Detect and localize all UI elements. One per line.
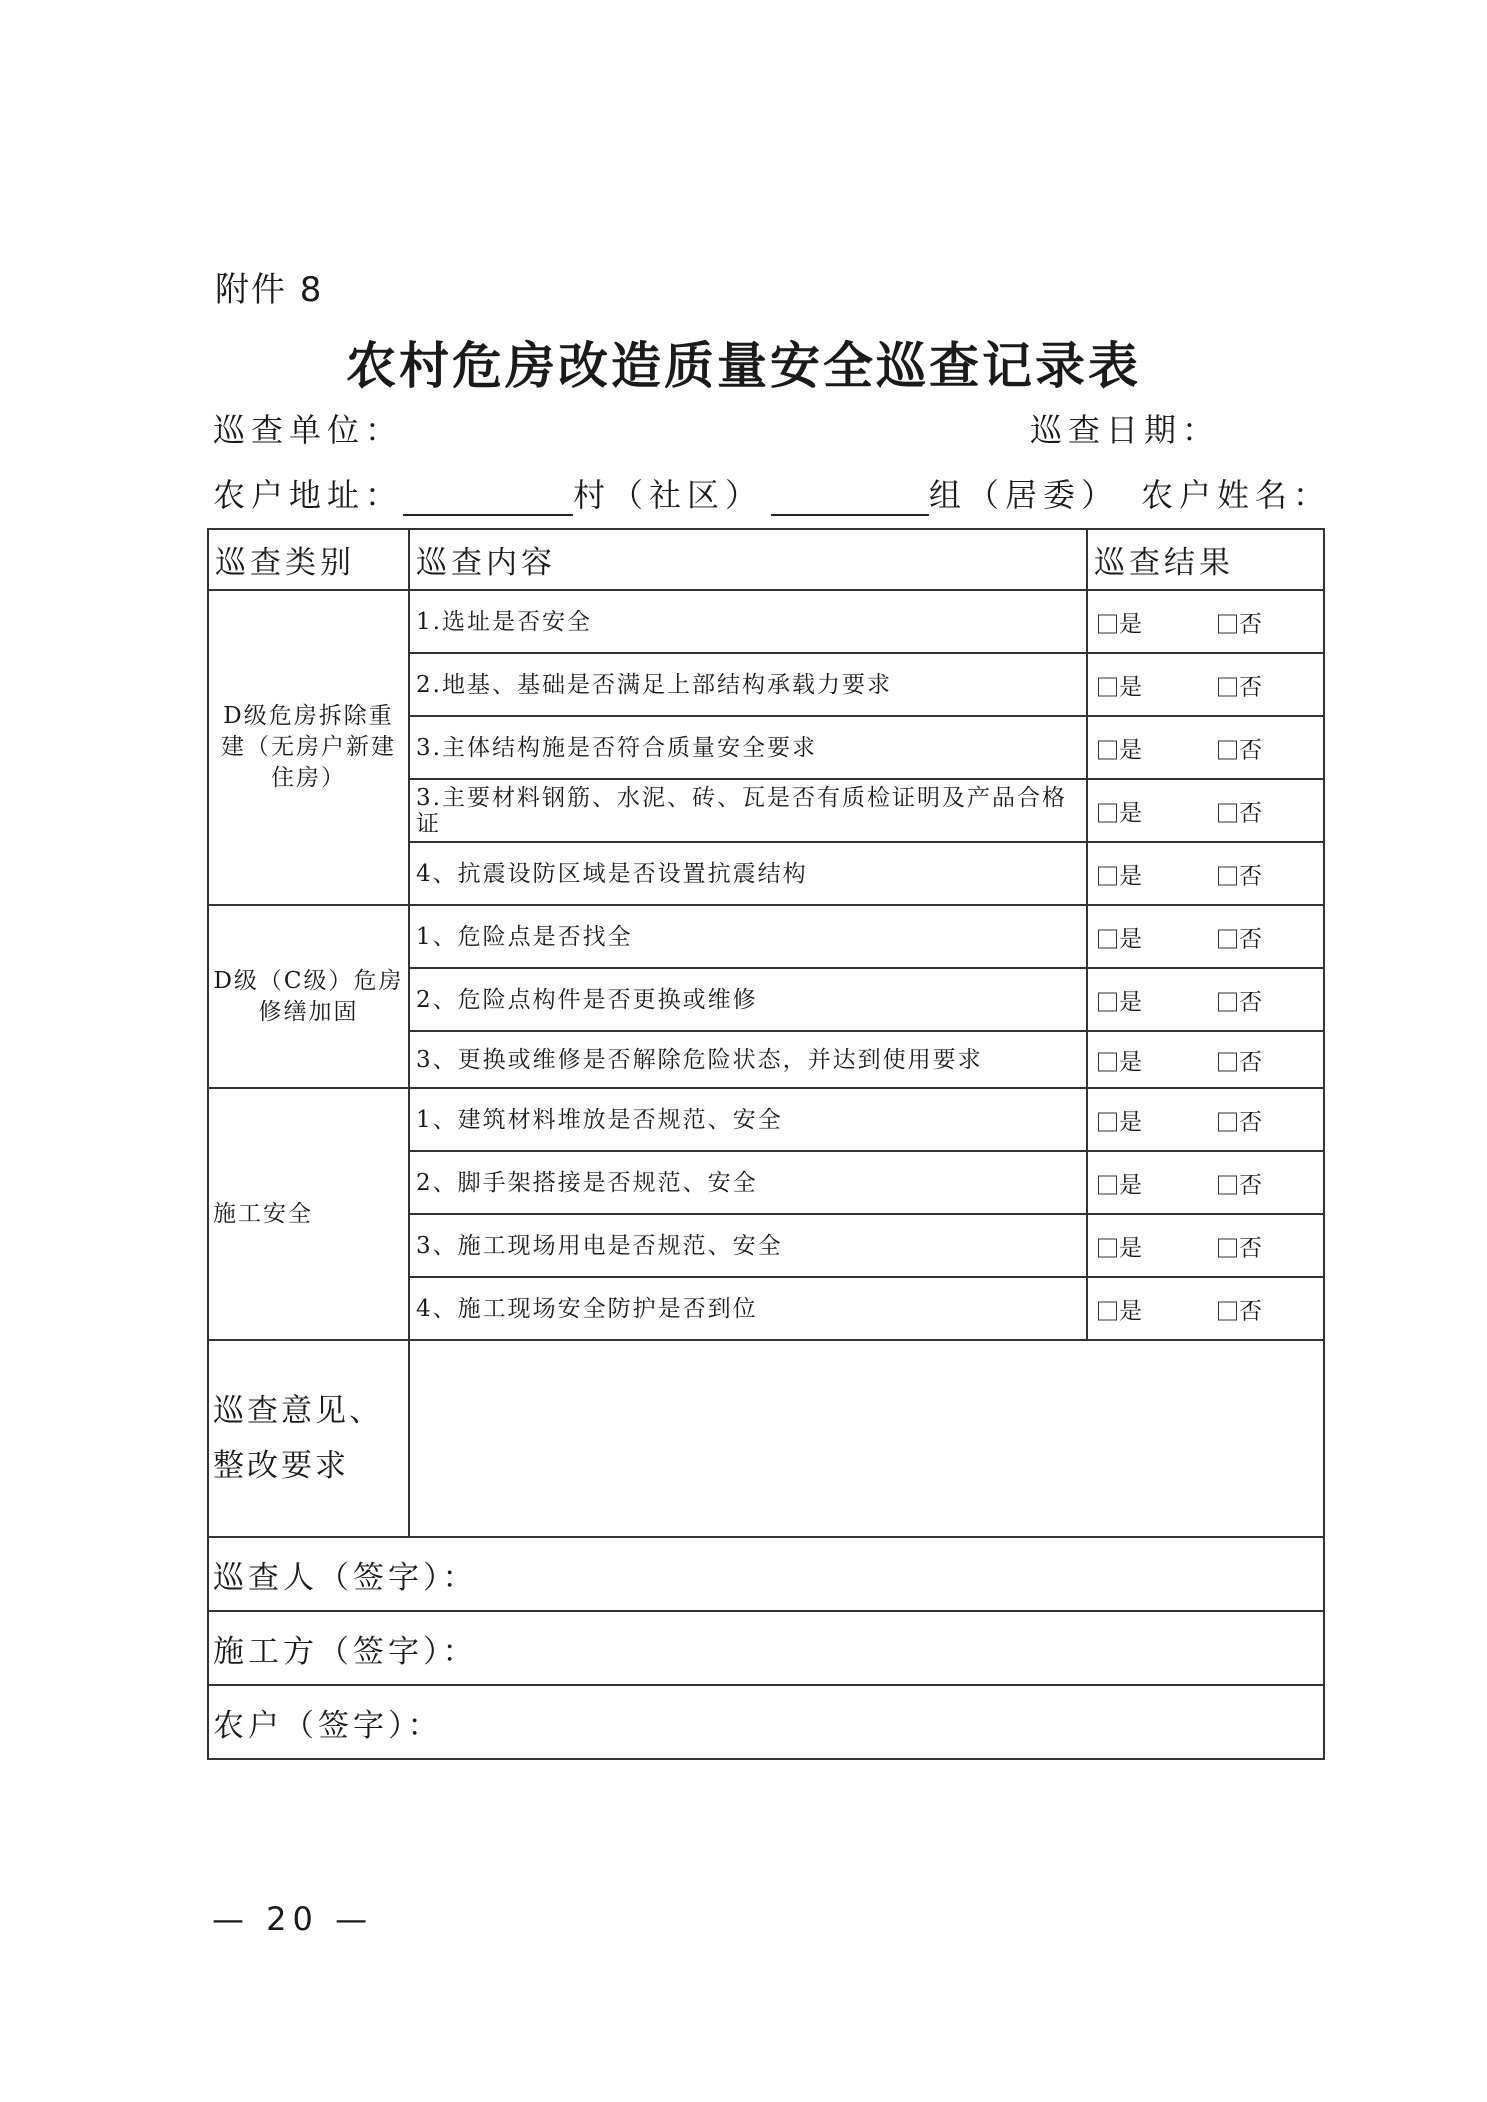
table-header-row bbox=[208, 529, 1324, 590]
opinion-label: 巡查意见、整改要求 bbox=[208, 1340, 409, 1537]
no-label: 否 bbox=[1239, 674, 1262, 700]
yes-option[interactable] bbox=[1098, 731, 1142, 764]
yes-label: 是 bbox=[1119, 611, 1142, 637]
item-cell: 2、脚手架搭接是否规范、安全 bbox=[409, 1151, 1087, 1214]
checkbox-icon bbox=[1098, 866, 1117, 885]
table-row bbox=[208, 1088, 1324, 1151]
signature-row bbox=[208, 1537, 1324, 1611]
yes-option[interactable] bbox=[1098, 1043, 1142, 1076]
header-category: 巡查类别 bbox=[208, 529, 409, 590]
page-number: — 20 — bbox=[212, 1900, 374, 1938]
signature-row bbox=[208, 1685, 1324, 1759]
yes-label: 是 bbox=[1119, 1235, 1142, 1261]
yes-label: 是 bbox=[1119, 926, 1142, 952]
checkbox-icon bbox=[1098, 929, 1117, 948]
result-cell bbox=[1087, 1031, 1324, 1088]
no-label: 否 bbox=[1239, 800, 1262, 826]
inspection-date-label: 巡查日期： bbox=[1030, 411, 1221, 449]
yes-label: 是 bbox=[1119, 1049, 1142, 1075]
checkbox-icon bbox=[1098, 1301, 1117, 1320]
checkbox-icon bbox=[1218, 677, 1237, 696]
signature-row bbox=[208, 1611, 1324, 1685]
no-label: 否 bbox=[1239, 989, 1262, 1015]
opinion-field[interactable] bbox=[409, 1340, 1324, 1537]
category-cell: 施工安全 bbox=[208, 1088, 409, 1340]
checkbox-icon bbox=[1218, 740, 1237, 759]
checkbox-icon bbox=[1218, 866, 1237, 885]
checkbox-icon bbox=[1098, 992, 1117, 1011]
yes-label: 是 bbox=[1119, 989, 1142, 1015]
checkbox-icon bbox=[1098, 740, 1117, 759]
no-option[interactable] bbox=[1218, 794, 1262, 827]
result-cell bbox=[1087, 1277, 1324, 1340]
checkbox-icon bbox=[1218, 614, 1237, 633]
no-label: 否 bbox=[1239, 1049, 1262, 1075]
checkbox-icon bbox=[1218, 929, 1237, 948]
checkbox-icon bbox=[1218, 1052, 1237, 1071]
yes-option[interactable] bbox=[1098, 1166, 1142, 1199]
no-option[interactable] bbox=[1218, 1292, 1262, 1325]
yes-option[interactable] bbox=[1098, 983, 1142, 1016]
no-option[interactable] bbox=[1218, 1043, 1262, 1076]
no-label: 否 bbox=[1239, 1235, 1262, 1261]
no-option[interactable] bbox=[1218, 920, 1262, 953]
yes-option[interactable] bbox=[1098, 1292, 1142, 1325]
address-line bbox=[213, 470, 1331, 516]
item-cell: 3.主体结构施是否符合质量安全要求 bbox=[409, 716, 1087, 779]
item-cell: 1、建筑材料堆放是否规范、安全 bbox=[409, 1088, 1087, 1151]
category-cell: D级（C级）危房修缮加固 bbox=[208, 905, 409, 1088]
yes-label: 是 bbox=[1119, 674, 1142, 700]
result-cell bbox=[1087, 905, 1324, 968]
checkbox-icon bbox=[1098, 1112, 1117, 1131]
yes-option[interactable] bbox=[1098, 605, 1142, 638]
no-option[interactable] bbox=[1218, 983, 1262, 1016]
checkbox-icon bbox=[1218, 1112, 1237, 1131]
yes-label: 是 bbox=[1119, 800, 1142, 826]
no-option[interactable] bbox=[1218, 857, 1262, 890]
group-blank bbox=[771, 480, 929, 516]
checkbox-icon bbox=[1218, 1175, 1237, 1194]
checkbox-icon bbox=[1098, 803, 1117, 822]
village-label: 村（社区） bbox=[573, 476, 764, 514]
no-option[interactable] bbox=[1218, 605, 1262, 638]
yes-option[interactable] bbox=[1098, 794, 1142, 827]
item-cell: 2、危险点构件是否更换或维修 bbox=[409, 968, 1087, 1031]
no-option[interactable] bbox=[1218, 668, 1262, 701]
no-label: 否 bbox=[1239, 611, 1262, 637]
yes-option[interactable] bbox=[1098, 668, 1142, 701]
document-title: 农村危房改造质量安全巡查记录表 bbox=[346, 337, 1141, 395]
item-cell: 1、危险点是否找全 bbox=[409, 905, 1087, 968]
checkbox-icon bbox=[1098, 614, 1117, 633]
inspection-table bbox=[207, 528, 1325, 1760]
result-cell bbox=[1087, 1088, 1324, 1151]
result-cell bbox=[1087, 842, 1324, 905]
item-cell: 4、抗震设防区域是否设置抗震结构 bbox=[409, 842, 1087, 905]
no-option[interactable] bbox=[1218, 1229, 1262, 1262]
category-cell: D级危房拆除重建（无房户新建住房） bbox=[208, 590, 409, 905]
no-option[interactable] bbox=[1218, 1103, 1262, 1136]
checkbox-icon bbox=[1218, 803, 1237, 822]
village-blank bbox=[403, 480, 573, 516]
no-label: 否 bbox=[1239, 863, 1262, 889]
item-cell: 3、施工现场用电是否规范、安全 bbox=[409, 1214, 1087, 1277]
checkbox-icon bbox=[1218, 992, 1237, 1011]
item-cell: 2.地基、基础是否满足上部结构承载力要求 bbox=[409, 653, 1087, 716]
result-cell bbox=[1087, 779, 1324, 842]
no-label: 否 bbox=[1239, 1298, 1262, 1324]
result-cell bbox=[1087, 1214, 1324, 1277]
result-cell bbox=[1087, 968, 1324, 1031]
yes-label: 是 bbox=[1119, 1298, 1142, 1324]
header-content: 巡查内容 bbox=[409, 529, 1087, 590]
yes-option[interactable] bbox=[1098, 1229, 1142, 1262]
item-cell: 1.选址是否安全 bbox=[409, 590, 1087, 653]
yes-option[interactable] bbox=[1098, 1103, 1142, 1136]
checkbox-icon bbox=[1218, 1301, 1237, 1320]
item-cell: 3.主要材料钢筋、水泥、砖、瓦是否有质检证明及产品合格证 bbox=[409, 779, 1087, 842]
result-cell bbox=[1087, 1151, 1324, 1214]
item-cell: 4、施工现场安全防护是否到位 bbox=[409, 1277, 1087, 1340]
yes-label: 是 bbox=[1119, 737, 1142, 763]
group-label: 组（居委） bbox=[929, 476, 1120, 514]
farmer-name-label: 农户姓名： bbox=[1141, 476, 1332, 514]
result-cell bbox=[1087, 716, 1324, 779]
contractor-signature[interactable]: 施工方（签字）： bbox=[208, 1611, 1324, 1685]
checkbox-icon bbox=[1098, 1175, 1117, 1194]
no-label: 否 bbox=[1239, 737, 1262, 763]
yes-label: 是 bbox=[1119, 1172, 1142, 1198]
no-label: 否 bbox=[1239, 1109, 1262, 1135]
no-option[interactable] bbox=[1218, 731, 1262, 764]
header-result: 巡查结果 bbox=[1087, 529, 1324, 590]
no-label: 否 bbox=[1239, 1172, 1262, 1198]
table-row bbox=[208, 590, 1324, 653]
opinion-row bbox=[208, 1340, 1324, 1537]
yes-label: 是 bbox=[1119, 863, 1142, 889]
result-cell bbox=[1087, 653, 1324, 716]
no-label: 否 bbox=[1239, 926, 1262, 952]
yes-option[interactable] bbox=[1098, 920, 1142, 953]
farmer-signature[interactable]: 农户（签字）： bbox=[208, 1685, 1324, 1759]
inspection-unit-label: 巡查单位： bbox=[213, 411, 404, 449]
yes-label: 是 bbox=[1119, 1109, 1142, 1135]
item-cell: 3、更换或维修是否解除危险状态，并达到使用要求 bbox=[409, 1031, 1087, 1088]
inspector-signature[interactable]: 巡查人（签字）： bbox=[208, 1537, 1324, 1611]
checkbox-icon bbox=[1098, 677, 1117, 696]
yes-option[interactable] bbox=[1098, 857, 1142, 890]
table-row bbox=[208, 905, 1324, 968]
checkbox-icon bbox=[1098, 1052, 1117, 1071]
attachment-label: 附件 8 bbox=[215, 270, 324, 310]
checkbox-icon bbox=[1218, 1238, 1237, 1257]
address-label: 农户地址： bbox=[213, 476, 404, 514]
checkbox-icon bbox=[1098, 1238, 1117, 1257]
no-option[interactable] bbox=[1218, 1166, 1262, 1199]
result-cell bbox=[1087, 590, 1324, 653]
